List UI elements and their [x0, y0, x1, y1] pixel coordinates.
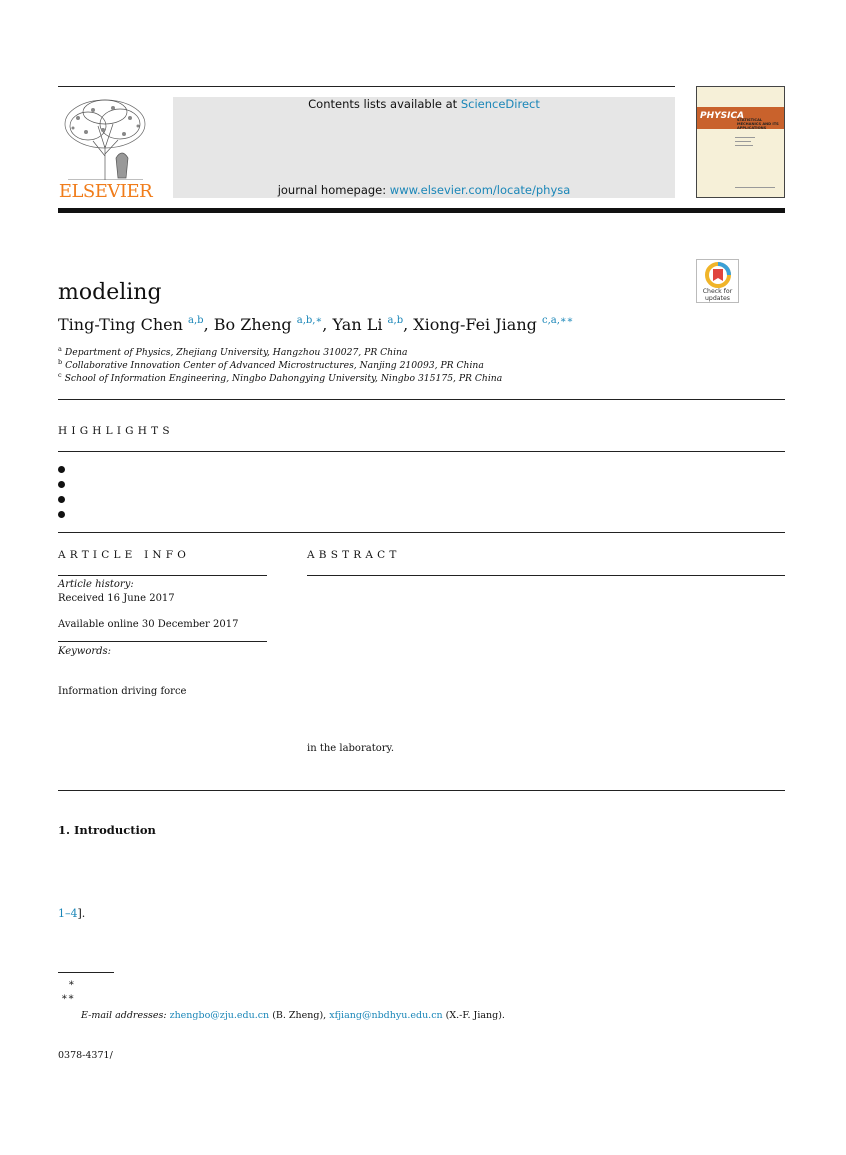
footnote-double-star: ∗∗	[61, 992, 75, 1003]
divider	[58, 532, 785, 533]
top-rule	[58, 86, 675, 87]
affiliation-text: School of Information Engineering, Ningbo Dahongying University, Ningbo 315175, PR China	[64, 373, 503, 384]
email-name-jiang: (X.-F. Jiang).	[442, 1010, 505, 1021]
author-affiliation-marks[interactable]: a,b	[387, 315, 404, 326]
divider	[58, 451, 785, 452]
email-name-zheng: (B. Zheng),	[269, 1010, 330, 1021]
email-link-zheng[interactable]: zhengbo@zju.edu.cn	[169, 1010, 270, 1021]
divider	[58, 641, 267, 642]
article-history-label: Article history:	[58, 579, 134, 590]
journal-homepage-line	[173, 183, 675, 197]
highlight-bullet	[58, 481, 65, 488]
received-date: Received 16 June 2017	[58, 593, 175, 604]
abstract-tail: in the laboratory.	[307, 743, 395, 754]
highlight-bullet	[58, 511, 65, 518]
email-label: E-mail addresses:	[81, 1010, 170, 1021]
divider	[58, 790, 785, 791]
affiliation-a	[58, 345, 407, 358]
elsevier-wordmark: ELSEVIER	[58, 181, 153, 202]
keywords-label: Keywords:	[58, 646, 112, 657]
affiliation-c	[58, 371, 502, 384]
citation-link[interactable]: 1–4	[58, 907, 78, 920]
contents-prefix: Contents lists available at	[308, 97, 461, 111]
highlight-bullet	[58, 496, 65, 503]
divider	[58, 399, 785, 400]
author-affiliation-marks[interactable]: c,a,∗∗	[541, 315, 574, 326]
author-affiliation-marks[interactable]: a,b	[188, 315, 204, 326]
journal-homepage-link[interactable]: www.elsevier.com/locate/physa	[389, 183, 571, 197]
article-title: modeling	[58, 280, 162, 305]
affiliation-mark: a	[58, 345, 62, 353]
homepage-prefix: journal homepage:	[277, 183, 390, 197]
crossmark-icon	[704, 261, 732, 289]
email-link-jiang[interactable]: xfjiang@nbdhyu.edu.cn	[329, 1010, 443, 1021]
article-info-heading: ARTICLE INFO	[58, 549, 191, 561]
check-for-updates-badge[interactable]	[696, 259, 739, 303]
cover-subtitle: STATISTICAL MECHANICS AND ITS APPLICATIONS	[737, 118, 779, 130]
section-heading-introduction: 1. Introduction	[58, 823, 156, 837]
affiliation-text: Department of Physics, Zhejiang University, Hangzhou 310027, PR China	[64, 347, 408, 358]
header-thick-rule	[58, 208, 785, 213]
author-separator: ,	[403, 315, 414, 334]
author-name[interactable]: Bo Zheng	[213, 315, 292, 334]
highlight-bullet	[58, 466, 65, 473]
author-name[interactable]: Ting-Ting Chen	[58, 315, 183, 334]
affiliation-b	[58, 358, 484, 371]
contents-available-line	[173, 97, 675, 111]
author-separator: ,	[203, 315, 214, 334]
email-footnote	[81, 1010, 505, 1021]
author-affiliation-marks[interactable]: a,b,∗	[296, 315, 323, 326]
author-list	[58, 315, 573, 334]
journal-cover-thumbnail[interactable]	[696, 86, 785, 198]
abstract-heading: ABSTRACT	[307, 549, 401, 561]
highlights-heading: HIGHLIGHTS	[58, 425, 174, 437]
author-name[interactable]: Yan Li	[332, 315, 383, 334]
divider	[307, 575, 785, 576]
citation-tail: ].	[77, 907, 86, 920]
author-separator: ,	[322, 315, 333, 334]
available-online-date: Available online 30 December 2017	[58, 619, 239, 630]
affiliation-text: Collaborative Innovation Center of Advanced Microstructures, Nanjing 210093, PR China	[65, 360, 484, 371]
footnote-star: ∗	[68, 978, 75, 989]
keyword: Information driving force	[58, 686, 187, 697]
footnote-rule	[58, 972, 114, 973]
affiliation-mark: c	[58, 371, 62, 379]
affiliation-mark: b	[58, 358, 63, 366]
cover-journal-name: PHYSICA	[700, 111, 745, 121]
issn: 0378-4371/	[58, 1050, 113, 1061]
divider	[58, 575, 267, 576]
crossmark-label: Check for updates	[702, 288, 733, 302]
sciencedirect-link[interactable]: ScienceDirect	[460, 97, 540, 111]
intro-citation-line	[58, 907, 85, 920]
author-name[interactable]: Xiong-Fei Jiang	[413, 315, 537, 334]
